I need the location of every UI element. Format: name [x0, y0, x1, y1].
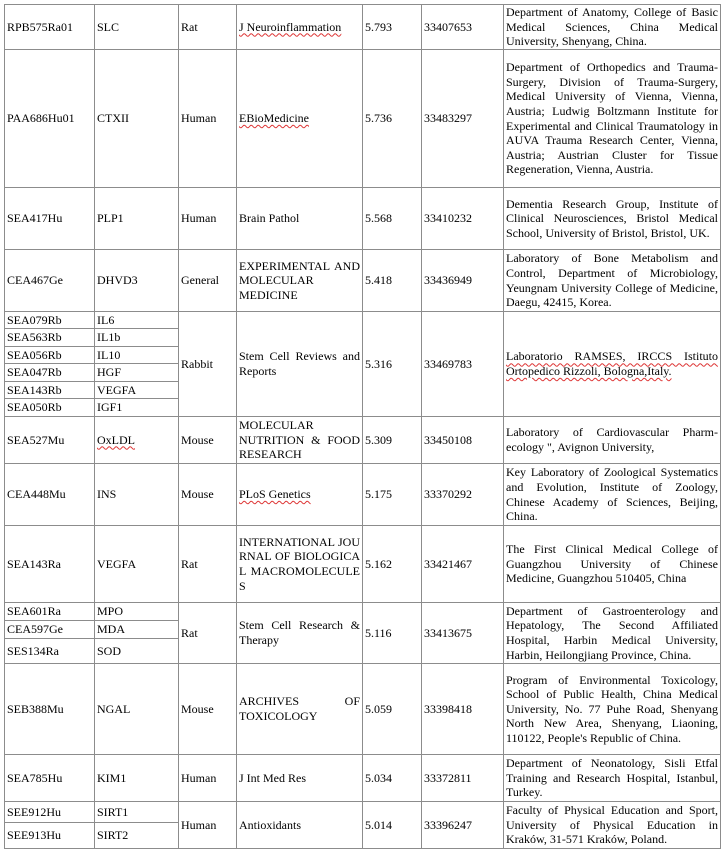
catalog-cell: SEA417Hu — [5, 188, 95, 250]
affiliation-cell: Department of Anatomy, College of Basic Medical Sciences, China Medical University, Shenyang, China. — [504, 5, 721, 50]
journal-cell: EXPERIMENTAL AND MOLECULAR MEDICINE — [237, 250, 363, 312]
catalog-cell: SEB388Mu — [5, 664, 95, 755]
journal-text: PLoS Genetics — [239, 487, 311, 502]
species-cell: Mouse — [179, 464, 237, 526]
catalog-cell: SEA563Rb — [5, 329, 95, 347]
table-row — [5, 188, 721, 250]
catalog-cell: CEA448Mu — [5, 464, 95, 526]
impact-factor-cell: 5.309 — [363, 417, 422, 464]
catalog-cell: SEA785Hu — [5, 755, 95, 802]
impact-factor-cell: 5.793 — [363, 5, 422, 50]
table-row — [5, 664, 721, 755]
affiliation-cell: Department of Neonatology, Sisli Etfal Training and Research Hospital, Istanbul, Turkey. — [504, 755, 721, 802]
target-cell: SIRT1 — [95, 802, 179, 823]
species-cell: Rat — [179, 603, 237, 664]
journal-cell — [237, 50, 363, 188]
catalog-cell: SEA050Rb — [5, 399, 95, 417]
table-row — [5, 755, 721, 802]
affiliation-cell: Department of Gastroenterology and Hepatology, The Second Affiliated Hospital, Harbin Medical University, Harbin, Heilongjiang Province, China. — [504, 603, 721, 664]
target-cell: MDA — [95, 621, 179, 639]
pmid-cell: 33436949 — [422, 250, 504, 312]
target-cell: IL1b — [95, 329, 179, 347]
table-row — [5, 603, 721, 621]
affiliation-cell: Key Laboratory of Zoological Systematics and Evolution, Institute of Zoology, Chinese Academy of Sciences, Beijing, China. — [504, 464, 721, 526]
catalog-cell: SEA601Ra — [5, 603, 95, 621]
journal-cell: MOLECULAR NUTRITION & FOOD RESEARCH — [237, 417, 363, 464]
journal-text: J Neuroinflammation — [239, 19, 342, 34]
target-cell: PLP1 — [95, 188, 179, 250]
impact-factor-cell: 5.014 — [363, 802, 422, 849]
affiliation-cell: Laboratory of Cardiovascular Pharm-ecology ", Avignon University, — [504, 417, 721, 464]
affiliation-cell: Program of Environmental Toxicology, School of Public Health, China Medical University, No. 77 Puhe Road, Shenyang North New Area, Shenyang, Liaoning, 110122, People's Republic of China. — [504, 664, 721, 755]
target-cell: SOD — [95, 639, 179, 664]
journal-cell: Antioxidants — [237, 802, 363, 849]
catalog-cell: SEA143Rb — [5, 382, 95, 399]
affiliation-cell: Department of Orthopedics and Trauma-Surgery, Division of Trauma-Surgery, Medical University of Vienna, Vienna, Austria; Ludwig Boltzmann Institute for Experimental and Clinical Traumatology in AUVA Trauma Research Center, Vienna, Austria; Austrian Cluster for Tissue Regeneration, Vienna, Austria. — [504, 50, 721, 188]
catalog-cell: SEE912Hu — [5, 802, 95, 823]
catalog-cell: CEA597Ge — [5, 621, 95, 639]
catalog-cell: SEA047Rb — [5, 364, 95, 382]
species-cell: General — [179, 250, 237, 312]
impact-factor-cell: 5.116 — [363, 603, 422, 664]
target-cell: CTXII — [95, 50, 179, 188]
species-cell: Human — [179, 755, 237, 802]
catalog-cell: SEA527Mu — [5, 417, 95, 464]
catalog-cell: RPB575Ra01 — [5, 5, 95, 50]
impact-factor-cell: 5.736 — [363, 50, 422, 188]
target-cell: MPO — [95, 603, 179, 621]
journal-cell: Stem Cell Research & Therapy — [237, 603, 363, 664]
table-row — [5, 417, 721, 464]
target-cell: INS — [95, 464, 179, 526]
journal-cell — [237, 5, 363, 50]
target-cell: SLC — [95, 5, 179, 50]
species-cell: Human — [179, 802, 237, 849]
pmid-cell: 33450108 — [422, 417, 504, 464]
pmid-cell: 33469783 — [422, 312, 504, 417]
impact-factor-cell: 5.034 — [363, 755, 422, 802]
target-cell: VEGFA — [95, 382, 179, 399]
journal-cell: Stem Cell Reviews and Reports — [237, 312, 363, 417]
species-cell: Rat — [179, 526, 237, 603]
impact-factor-cell: 5.418 — [363, 250, 422, 312]
affiliation-cell — [504, 312, 721, 417]
target-text: OxLDL — [97, 432, 135, 447]
pmid-cell: 33410232 — [422, 188, 504, 250]
journal-cell: J Int Med Res — [237, 755, 363, 802]
species-cell: Rat — [179, 5, 237, 50]
impact-factor-cell: 5.568 — [363, 188, 422, 250]
target-cell: DHVD3 — [95, 250, 179, 312]
target-cell: IL10 — [95, 347, 179, 364]
catalog-cell: SEA056Rb — [5, 347, 95, 364]
affiliation-cell: Dementia Research Group, Institute of Clinical Neurosciences, Bristol Medical School, University of Bristol, Bristol, UK. — [504, 188, 721, 250]
target-cell: IL6 — [95, 312, 179, 329]
affiliation-cell: Faculty of Physical Education and Sport, University of Physical Education in Kraków, 31-571 Kraków, Poland. — [504, 802, 721, 849]
journal-cell: Brain Pathol — [237, 188, 363, 250]
impact-factor-cell: 5.059 — [363, 664, 422, 755]
table-row — [5, 312, 721, 329]
impact-factor-cell: 5.175 — [363, 464, 422, 526]
target-cell: NGAL — [95, 664, 179, 755]
target-cell: HGF — [95, 364, 179, 382]
catalog-cell: SEA143Ra — [5, 526, 95, 603]
target-cell — [95, 417, 179, 464]
affiliation-cell: Laboratory of Bone Metabolism and Control, Department of Microbiology, Yeungnam University College of Medicine, Daegu, 42415, Korea. — [504, 250, 721, 312]
affiliation-text: Laboratorio RAMSES, IRCCS Istituto Ortopedico Rizzoli, Bologna,Italy. — [506, 349, 718, 378]
affiliation-cell: The First Clinical Medical College of Guangzhou University of Chinese Medicine, Guangzhou 510405, China — [504, 526, 721, 603]
target-cell: SIRT2 — [95, 823, 179, 849]
journal-cell: ARCHIVES OF TOXICOLOGY — [237, 664, 363, 755]
table-row — [5, 464, 721, 526]
species-cell: Rabbit — [179, 312, 237, 417]
species-cell: Mouse — [179, 664, 237, 755]
table-row — [5, 250, 721, 312]
table-row — [5, 5, 721, 50]
catalog-cell: SES134Ra — [5, 639, 95, 664]
pmid-cell: 33370292 — [422, 464, 504, 526]
journal-text: EBioMedicine — [239, 111, 309, 126]
journal-cell — [237, 464, 363, 526]
pmid-cell: 33413675 — [422, 603, 504, 664]
species-cell: Human — [179, 188, 237, 250]
publications-table — [4, 4, 721, 849]
journal-cell: INTERNATIONAL JOURNAL OF BIOLOGICAL MACROMOLECULES — [237, 526, 363, 603]
catalog-cell: CEA467Ge — [5, 250, 95, 312]
pmid-cell: 33407653 — [422, 5, 504, 50]
catalog-cell: SEA079Rb — [5, 312, 95, 329]
species-cell: Mouse — [179, 417, 237, 464]
target-cell: VEGFA — [95, 526, 179, 603]
pmid-cell: 33396247 — [422, 802, 504, 849]
catalog-cell: SEE913Hu — [5, 823, 95, 849]
pmid-cell: 33398418 — [422, 664, 504, 755]
catalog-cell: PAA686Hu01 — [5, 50, 95, 188]
pmid-cell: 33372811 — [422, 755, 504, 802]
target-cell: KIM1 — [95, 755, 179, 802]
species-cell: Human — [179, 50, 237, 188]
impact-factor-cell: 5.162 — [363, 526, 422, 603]
impact-factor-cell: 5.316 — [363, 312, 422, 417]
table-row — [5, 802, 721, 823]
table-row — [5, 50, 721, 188]
pmid-cell: 33483297 — [422, 50, 504, 188]
target-cell: IGF1 — [95, 399, 179, 417]
pmid-cell: 33421467 — [422, 526, 504, 603]
table-row — [5, 526, 721, 603]
